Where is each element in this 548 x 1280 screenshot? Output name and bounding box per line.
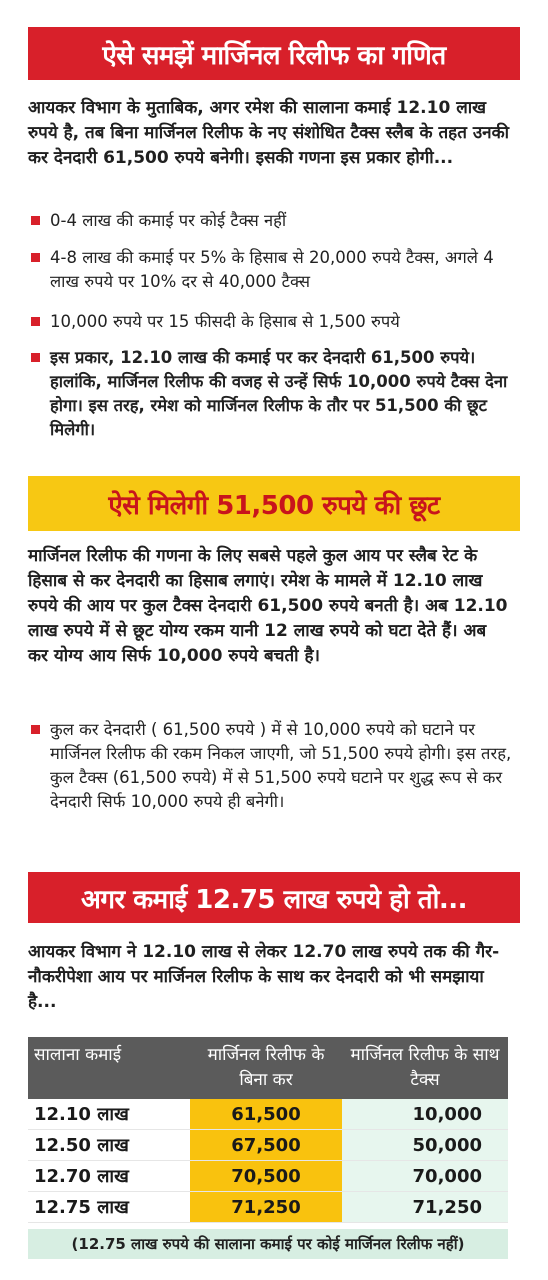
table-row	[28, 1161, 508, 1192]
col-header-tax-without-relief: मार्जिनल रिलीफ के बिना कर	[190, 1037, 342, 1099]
cell-income: 12.75 लाख	[28, 1192, 190, 1223]
cell-income: 12.10 लाख	[28, 1099, 190, 1130]
bullet-square-icon	[31, 353, 40, 362]
section3-title: अगर कमाई 12.75 लाख रुपये हो तो...	[28, 872, 520, 923]
list-item	[28, 346, 518, 442]
section1-title: ऐसे समझें मार्जिनल रिलीफ का गणित	[28, 27, 520, 80]
cell-tax-without-relief: 61,500	[190, 1099, 342, 1130]
table-row	[28, 1130, 508, 1161]
bullet-square-icon	[31, 725, 40, 734]
cell-tax-with-relief: 10,000	[342, 1099, 508, 1130]
bullet-square-icon	[31, 317, 40, 326]
section1-intro: आयकर विभाग के मुताबिक, अगर रमेश की सालाना कमाई 12.10 लाख रुपये है, तब बिना मार्जिनल रिलीफ के नए संशोधित टैक्स स्लैब के तहत उनकी कर देनदारी 61,500 रुपये बनेगी। इसकी गणना इस प्रकार होगी...	[28, 98, 510, 168]
col-header-annual-income: सालाना कमाई	[28, 1037, 190, 1099]
list-item	[28, 718, 518, 814]
bullet-text: 0-4 लाख की कमाई पर कोई टैक्स नहीं	[50, 211, 287, 230]
cell-income: 12.50 लाख	[28, 1130, 190, 1161]
cell-tax-with-relief: 71,250	[342, 1192, 508, 1223]
bullet-text: 10,000 रुपये पर 15 फीसदी के हिसाब से 1,500 रुपये	[50, 312, 400, 331]
list-item	[28, 209, 518, 233]
cell-tax-with-relief: 50,000	[342, 1130, 508, 1161]
bullet-text: 4-8 लाख की कमाई पर 5% के हिसाब से 20,000 रुपये टैक्स, अगले 4 लाख रुपये पर 10% दर से 40,000 टैक्स	[50, 248, 494, 291]
bullet-text: इस प्रकार, 12.10 लाख की कमाई पर कर देनदारी 61,500 रुपये। हालांकि, मार्जिनल रिलीफ की वजह से उन्हें सिर्फ 10,000 रुपये टैक्स देना होगा। इस तरह, रमेश को मार्जिनल रिलीफ के तौर पर 51,500 की छूट मिलेगी।	[50, 348, 508, 439]
cell-tax-without-relief: 70,500	[190, 1161, 342, 1192]
cell-income: 12.70 लाख	[28, 1161, 190, 1192]
col-header-tax-with-relief: मार्जिनल रिलीफ के साथ टैक्स	[342, 1037, 508, 1099]
table-header-row	[28, 1037, 508, 1099]
table-footnote: (12.75 लाख रुपये की सालाना कमाई पर कोई मार्जिनल रिलीफ नहीं)	[28, 1229, 508, 1259]
list-item	[28, 246, 518, 294]
tax-comparison-table	[28, 1037, 508, 1223]
cell-tax-without-relief: 71,250	[190, 1192, 342, 1223]
section2-title: ऐसे मिलेगी 51,500 रुपये की छूट	[28, 476, 520, 531]
table-row	[28, 1192, 508, 1223]
table-row	[28, 1099, 508, 1130]
section2-intro: मार्जिनल रिलीफ की गणना के लिए सबसे पहले कुल आय पर स्लैब रेट के हिसाब से कर देनदारी का हिसाब लगाएं। रमेश के मामले में 12.10 लाख रुपये की आय पर कुल टैक्स देनदारी 61,500 रुपये बनती है। अब 12.10 लाख रुपये में से छूट योग्य रकम यानी 12 लाख रुपये को घटा देते हैं। अब कर योग्य आय सिर्फ 10,000 रुपये बचती है।	[28, 546, 508, 666]
cell-tax-with-relief: 70,000	[342, 1161, 508, 1192]
bullet-text: कुल कर देनदारी ( 61,500 रुपये ) में से 10,000 रुपये को घटाने पर मार्जिनल रिलीफ की रकम निकल जाएगी, जो 51,500 रुपये होगी। इस तरह, कुल टैक्स (61,500 रुपये) में से 51,500 रुपये घटाने पर शुद्ध रूप से कर देनदारी सिर्फ 10,000 रुपये ही बनेगी।	[50, 720, 512, 811]
bullet-square-icon	[31, 216, 40, 225]
list-item	[28, 310, 518, 334]
cell-tax-without-relief: 67,500	[190, 1130, 342, 1161]
section3-intro: आयकर विभाग ने 12.10 लाख से लेकर 12.70 लाख रुपये तक की गैर-नौकरीपेशा आय पर मार्जिनल रिलीफ के साथ कर देनदारी को भी समझाया है...	[28, 942, 500, 1012]
bullet-square-icon	[31, 253, 40, 262]
